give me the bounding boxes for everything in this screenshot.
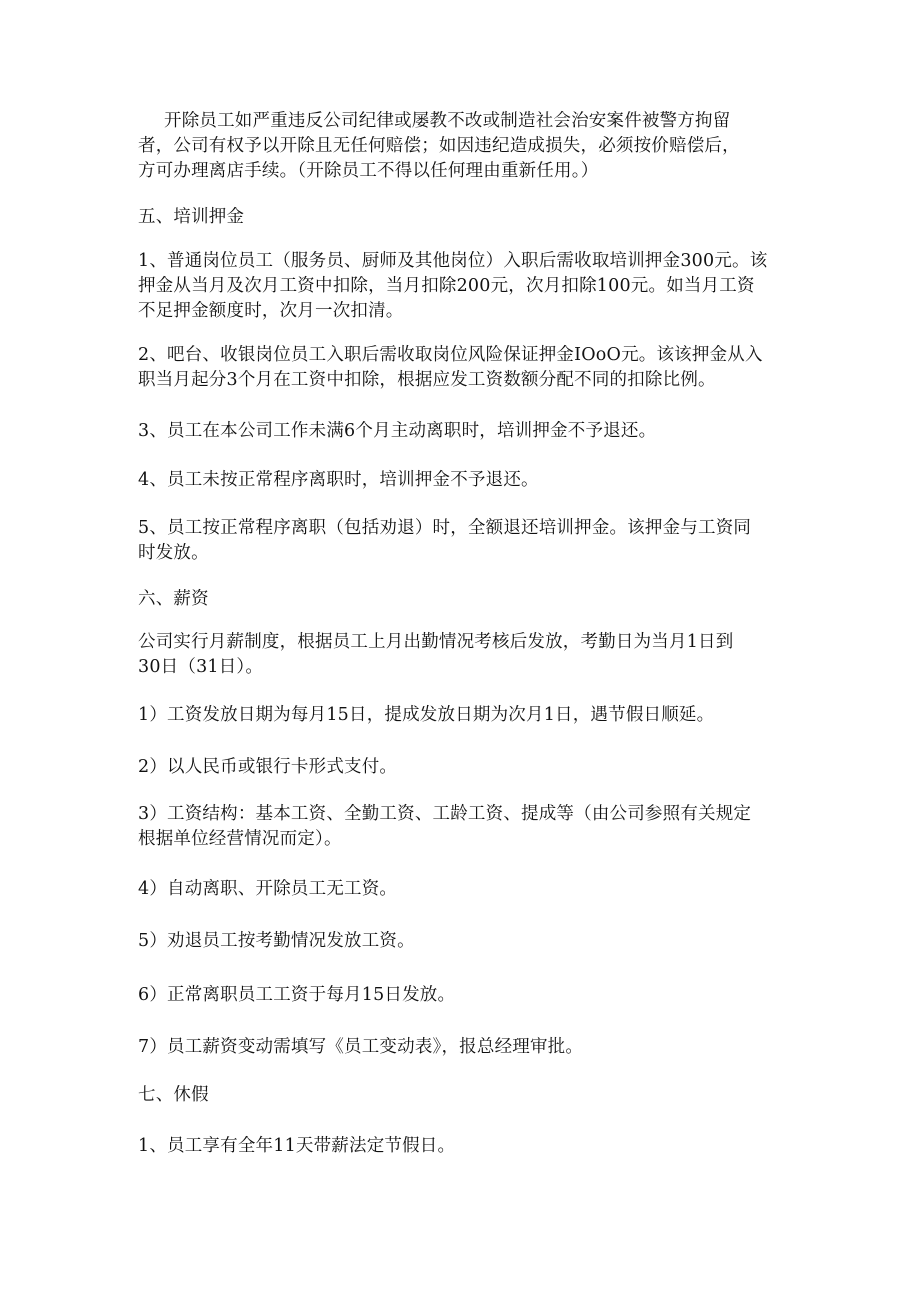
text-line: 2）以人民币或银行卡形式支付。 <box>138 757 398 777</box>
text-line: 6）正常离职员工工资于每月15日发放。 <box>138 985 456 1005</box>
section-heading: 六、薪资 <box>138 589 209 609</box>
text-line: 3）工资结构：基本工资、全勤工资、工龄工资、提成等（由公司参照有关规定 <box>138 804 752 824</box>
text-line: 5）劝退员工按考勤情况发放工资。 <box>138 931 415 951</box>
text-line: 公司实行月薪制度，根据员工上月出勤情况考核后发放，考勤日为当月1日到 <box>138 632 734 652</box>
text-line: 4、员工未按正常程序离职时，培训押金不予退还。 <box>138 470 539 490</box>
text-line: 1、普通岗位员工（服务员、厨师及其他岗位）入职后需收取培训押金300元。该 <box>138 251 768 271</box>
text-line: 3、员工在本公司工作未满6个月主动离职时，培训押金不予退还。 <box>138 421 657 441</box>
text-line: 者，公司有权予以开除且无任何赔偿；如因违纪造成损失，必须按价赔偿后， <box>138 136 740 156</box>
text-line: 方可办理离店手续。（开除员工不得以任何理由重新任用。） <box>138 161 599 181</box>
text-line: 4）自动离职、开除员工无工资。 <box>138 879 398 899</box>
text-line: 1）工资发放日期为每月15日，提成发放日期为次月1日，遇节假日顺延。 <box>138 705 715 725</box>
text-line: 根据单位经营情况而定）。 <box>138 829 342 849</box>
text-line: 2、吧台、收银岗位员工入职后需收取岗位风险保证押金IOoO元。该该押金从入 <box>138 345 763 365</box>
text-line: 5、员工按正常程序离职（包括劝退）时，全额退还培训押金。该押金与工资同 <box>138 518 752 538</box>
text-line: 职当月起分3个月在工资中扣除，根据应发工资数额分配不同的扣除比例。 <box>138 370 716 390</box>
text-line: 时发放。 <box>138 543 209 563</box>
text-line: 押金从当月及次月工资中扣除，当月扣除200元，次月扣除100元。如当月工资 <box>138 276 755 296</box>
section-heading: 七、休假 <box>138 1085 209 1105</box>
text-line: 开除员工如严重违反公司纪律或屡教不改或制造社会治安案件被警方拘留 <box>164 111 731 131</box>
text-line: 7）员工薪资变动需填写《员工变动表》，报总经理审批。 <box>138 1037 584 1057</box>
text-line: 1、员工享有全年11天带薪法定节假日。 <box>138 1136 456 1156</box>
text-line: 不足押金额度时，次月一次扣清。 <box>138 301 404 321</box>
section-heading: 五、培训押金 <box>138 207 245 227</box>
text-line: 30日（31日）。 <box>138 657 264 677</box>
